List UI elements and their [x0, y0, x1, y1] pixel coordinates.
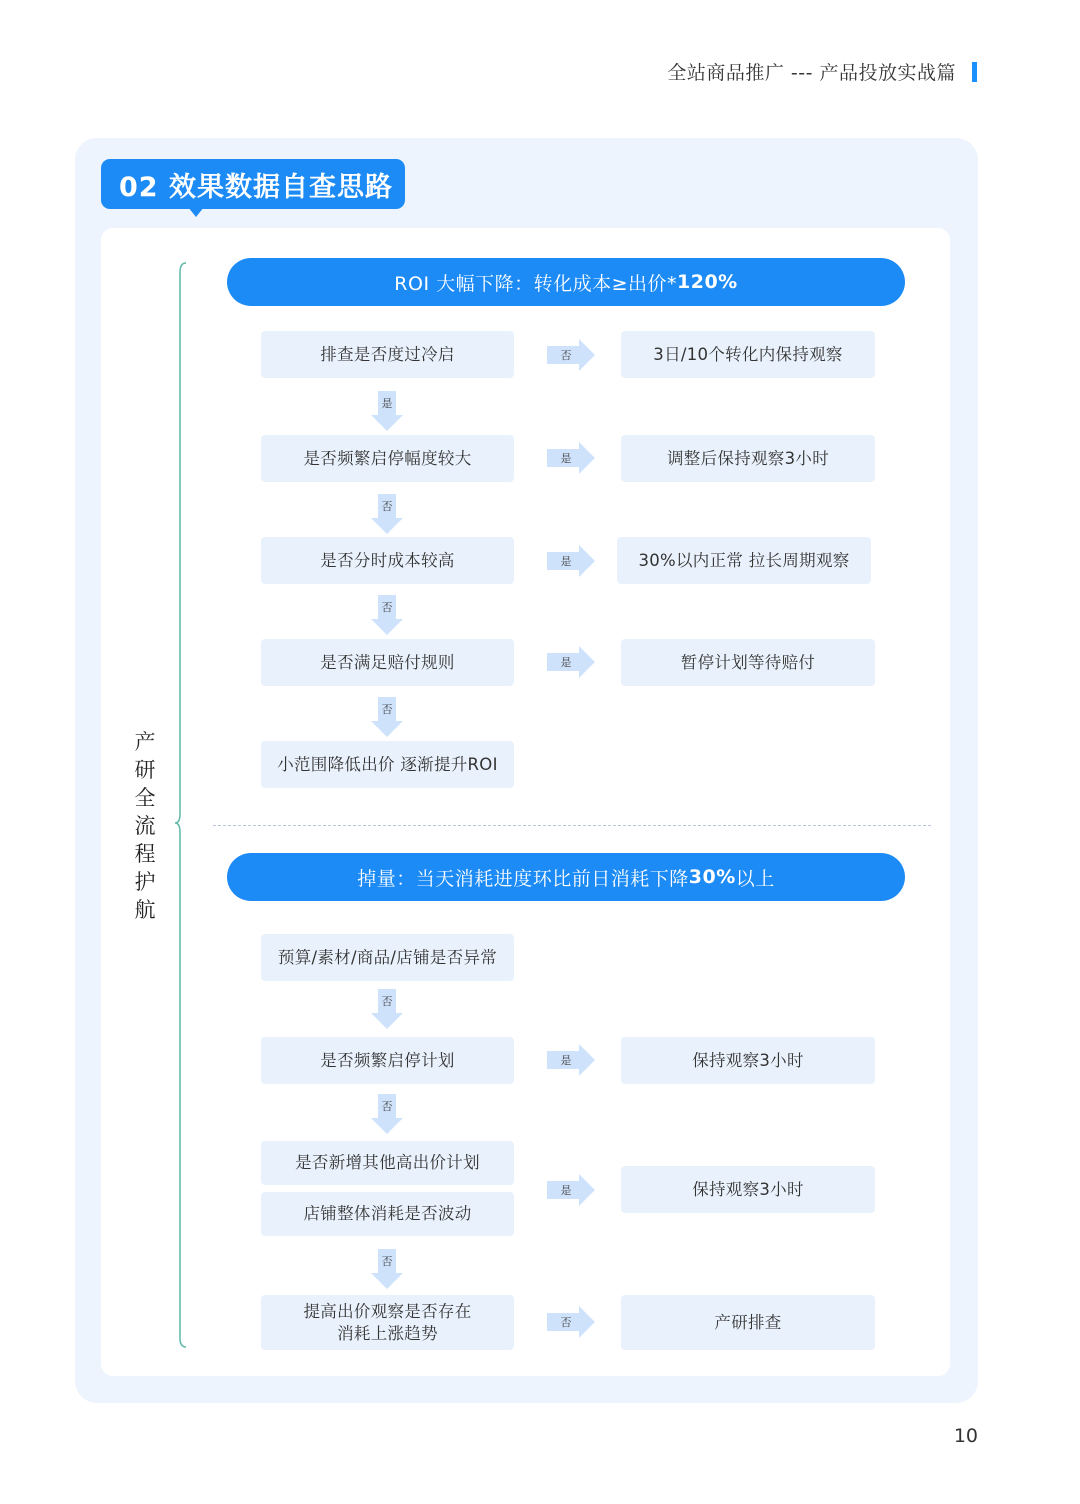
header-title: 全站商品推广 --- 产品投放实战篇 [667, 62, 956, 84]
flow2-right-arrow-4 [547, 1306, 595, 1338]
flow2-question-4-line1: 提高出价观察是否存在 [303, 1301, 472, 1321]
flow1-right-arrow-4 [547, 646, 595, 678]
flow2-question-4-line2: 消耗上涨趋势 [337, 1323, 438, 1343]
flow1-down-arrow-4 [371, 697, 403, 737]
flow1-down-label-4: 否 [381, 703, 393, 716]
flow2-right-arrow-3 [547, 1174, 595, 1206]
flow1-question-3: 是否分时成本较高 [261, 537, 514, 584]
flow2-banner-highlight: 30% [688, 866, 736, 888]
flow1-right-arrow-2 [547, 442, 595, 474]
flow2-banner-text: 掉量：当天消耗进度环比前日消耗下降 [357, 867, 689, 890]
flow1-result-4: 暂停计划等待赔付 [621, 639, 875, 686]
flow2-down-arrow-2 [371, 1094, 403, 1134]
flow1-result-2: 调整后保持观察3小时 [621, 435, 875, 482]
flow1-down-label-3: 否 [381, 601, 393, 614]
flow1-result-3: 30%以内正常 拉长周期观察 [617, 537, 871, 584]
section-tab [101, 159, 405, 209]
flow1-question-4: 是否满足赔付规则 [261, 639, 514, 686]
flow2-down-arrow-3 [371, 1249, 403, 1289]
flow2-question-2: 是否频繁启停计划 [261, 1037, 514, 1084]
flow2-banner-suffix: 以上 [735, 867, 775, 890]
flow2-branch-label-4: 否 [560, 1316, 572, 1329]
flow1-question-2: 是否频繁启停幅度较大 [261, 435, 514, 482]
flow2-question-1: 预算/素材/商品/店铺是否异常 [261, 934, 514, 981]
header-accent-bar [972, 62, 977, 82]
flow1-branch-label-2: 是 [560, 452, 572, 465]
flow1-down-label-2: 否 [381, 500, 393, 513]
flow1-right-arrow-3 [547, 545, 595, 577]
section-title: 02 效果数据自查思路 [119, 171, 393, 203]
flow2-down-label-2: 否 [381, 1100, 393, 1113]
flow1-down-label-1: 是 [381, 397, 393, 410]
flow2-down-label-1: 否 [381, 995, 393, 1008]
brace-icon [174, 262, 188, 1348]
flow1-branch-label-3: 是 [560, 555, 572, 568]
flow1-final-action: 小范围降低出价 逐渐提升ROI [261, 741, 514, 788]
flow1-down-arrow-1 [371, 391, 403, 431]
flow2-branch-label-2: 是 [560, 1054, 572, 1067]
flow1-banner [227, 258, 905, 306]
flow2-branch-label-3: 是 [560, 1184, 572, 1197]
flow2-result-4: 产研排查 [621, 1295, 875, 1350]
flow1-branch-label-4: 是 [560, 656, 572, 669]
flow1-question-1: 排查是否度过冷启 [261, 331, 514, 378]
flow2-question-3b: 店铺整体消耗是否波动 [261, 1192, 514, 1236]
flow2-down-label-3: 否 [381, 1255, 393, 1268]
flow1-banner-text: ROI 大幅下降：转化成本≥出价* [394, 272, 678, 295]
flow2-question-3a: 是否新增其他高出价计划 [261, 1141, 514, 1185]
flow1-down-arrow-2 [371, 494, 403, 534]
section-divider [213, 825, 931, 826]
flow1-banner-highlight: 120% [677, 271, 738, 293]
flow2-banner [227, 853, 905, 901]
flow1-right-arrow-1 [547, 339, 595, 371]
side-label: 产研全流程护航 [134, 730, 156, 922]
flow2-question-4 [261, 1295, 514, 1350]
flow1-down-arrow-3 [371, 595, 403, 635]
flow2-right-arrow-2 [547, 1044, 595, 1076]
flow2-down-arrow-1 [371, 989, 403, 1029]
flow2-result-2: 保持观察3小时 [621, 1037, 875, 1084]
flow1-result-1: 3日/10个转化内保持观察 [621, 331, 875, 378]
page-number: 10 [953, 1425, 978, 1447]
flow1-branch-label-1: 否 [560, 349, 572, 362]
section-tab-pointer [188, 207, 204, 217]
flow2-result-3: 保持观察3小时 [621, 1166, 875, 1213]
